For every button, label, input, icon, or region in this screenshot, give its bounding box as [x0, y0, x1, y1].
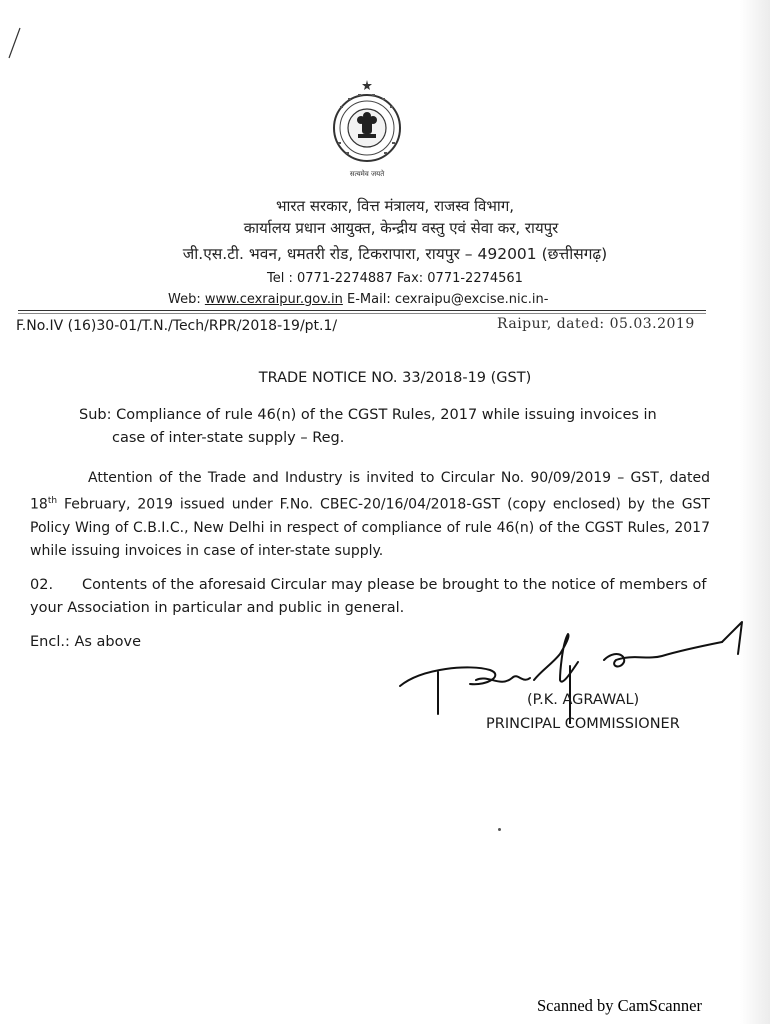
- svg-text:सत्यमेव जयते: सत्यमेव जयते: [349, 170, 385, 178]
- scanner-watermark: Scanned by CamScanner: [537, 996, 702, 1015]
- letterhead-address: जी.एस.टी. भवन, धमतरी रोड, टिकरापारा, रायपुर – 492001 (छत्तीसगढ़): [182, 245, 608, 263]
- subject: [79, 404, 719, 450]
- header-divider: [18, 310, 706, 311]
- file-number: F.No.IV (16)30-01/T.N./Tech/RPR/2018-19/pt.1/: [16, 318, 338, 334]
- subject-line-2: case of inter-state supply – Reg.: [112, 430, 345, 446]
- email-address: E-Mail: cexraipu@excise.nic.in-: [342, 292, 549, 307]
- signatory-name: (P.K. AGRAWAL): [527, 692, 640, 708]
- para2-text: Contents of the aforesaid Circular may please be brought to the notice of members of your Association in particular and public in general.: [30, 577, 707, 616]
- website-link[interactable]: www.cexraipur.gov.in: [204, 292, 343, 307]
- para1-text-b: February, 2019 issued under F.No. CBEC-20/16/04/2018-GST (copy enclosed) by the GST Policy Wing of C.B.I.C., New Delhi in respect of compliance of rule 46(n) of the CGST Rules, 2017 while issuing invoices in case of inter-state supply.: [30, 496, 710, 559]
- pen-mark: [4, 24, 24, 64]
- body-paragraph-1: [30, 467, 710, 563]
- enclosure-note: Encl.: As above: [30, 634, 142, 650]
- contact-web-email: [168, 292, 548, 307]
- government-emblem: [326, 76, 408, 180]
- para1-text-a: Attention of the Trade and Industry is invited to Circular No. 90/09/2019 – GST, dated 18: [30, 470, 710, 513]
- para2-number: 02.: [30, 577, 54, 593]
- scan-edge-shadow: [740, 0, 770, 1024]
- contact-phone-fax: Tel : 0771-2274887 Fax: 0771-2274561: [267, 271, 523, 286]
- document-date: Raipur, dated: 05.03.2019: [497, 316, 695, 332]
- letterhead-line-2: कार्यालय प्रधान आयुक्त, केन्द्रीय वस्तु एवं सेवा कर, रायपुर: [243, 219, 559, 237]
- notice-title: TRADE NOTICE NO. 33/2018-19 (GST): [258, 370, 532, 386]
- signatory-designation: PRINCIPAL COMMISSIONER: [486, 716, 680, 732]
- para1-superscript: th: [47, 496, 58, 506]
- letterhead-line-1: भारत सरकार, वित्त मंत्रालय, राजस्व विभाग,: [275, 197, 515, 215]
- subject-line-1: Sub: Compliance of rule 46(n) of the CGST Rules, 2017 while issuing invoices in: [79, 407, 657, 423]
- header-divider-secondary: [18, 313, 706, 314]
- scan-speck: [498, 828, 501, 831]
- web-label: Web:: [168, 292, 205, 307]
